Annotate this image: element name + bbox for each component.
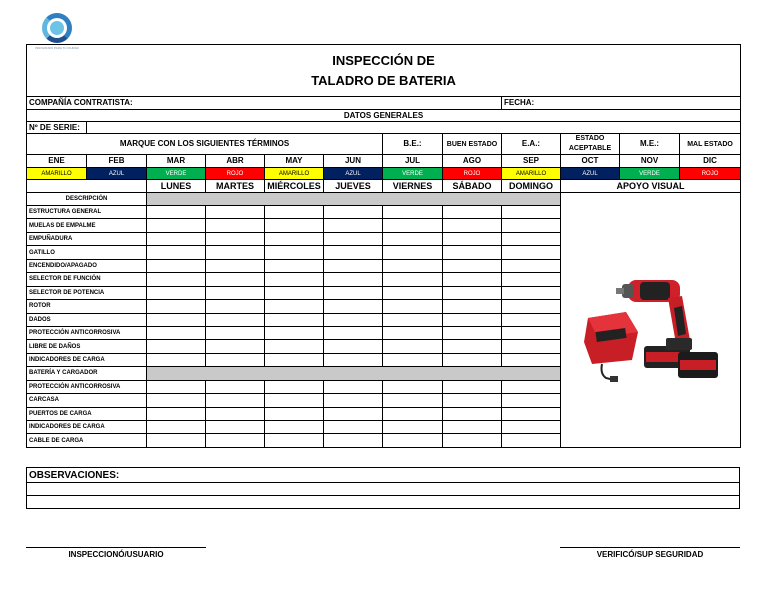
check-cell[interactable] [383, 259, 443, 272]
check-cell[interactable] [502, 300, 561, 313]
item-label: CABLE DE CARGA [27, 434, 147, 447]
check-cell[interactable] [443, 380, 502, 393]
supervisor-signature-line[interactable] [560, 547, 740, 548]
inspector-signature-label: INSPECCIONÓ/USUARIO [68, 550, 164, 559]
check-cell[interactable] [147, 326, 206, 339]
observations-line-1[interactable] [27, 483, 740, 496]
check-cell[interactable] [383, 421, 443, 434]
check-cell[interactable] [383, 273, 443, 286]
description-header-shade [147, 193, 561, 206]
month-abr: ABR [206, 155, 265, 168]
check-cell[interactable] [265, 232, 324, 245]
check-cell[interactable] [383, 206, 443, 219]
check-cell[interactable] [206, 300, 265, 313]
check-cell[interactable] [383, 246, 443, 259]
check-cell[interactable] [206, 407, 265, 420]
check-cell[interactable] [502, 340, 561, 353]
check-cell[interactable] [147, 394, 206, 407]
check-cell[interactable] [443, 353, 502, 366]
legend-meaning-me: MAL ESTADO [680, 134, 741, 155]
date-label: FECHA: [504, 98, 535, 107]
company-label: COMPAÑÍA CONTRATISTA: [29, 98, 133, 107]
check-cell[interactable] [324, 340, 383, 353]
impact-wrench-image [582, 268, 722, 386]
inspector-signature-line[interactable] [26, 547, 206, 548]
check-cell[interactable] [265, 273, 324, 286]
check-cell[interactable] [502, 394, 561, 407]
check-cell[interactable] [443, 286, 502, 299]
check-cell[interactable] [147, 232, 206, 245]
check-cell[interactable] [147, 313, 206, 326]
check-cell[interactable] [443, 326, 502, 339]
item-label: SELECTOR DE FUNCIÓN [27, 273, 147, 286]
check-cell[interactable] [324, 246, 383, 259]
check-cell[interactable] [324, 286, 383, 299]
check-cell[interactable] [265, 259, 324, 272]
check-cell[interactable] [383, 326, 443, 339]
item-label: MUELAS DE EMPALME [27, 219, 147, 232]
item-label: INDICADORES DE CARGA [27, 421, 147, 434]
month-color-jun: AZUL [324, 168, 383, 180]
observations-line-2[interactable] [27, 496, 740, 509]
check-cell[interactable] [443, 300, 502, 313]
check-cell[interactable] [206, 273, 265, 286]
check-cell[interactable] [265, 313, 324, 326]
month-ene: ENE [27, 155, 87, 168]
description-header: DESCRIPCIÓN [27, 193, 147, 206]
month-color-dic: ROJO [680, 168, 741, 180]
check-cell[interactable] [265, 206, 324, 219]
check-cell[interactable] [265, 286, 324, 299]
check-cell[interactable] [206, 313, 265, 326]
month-color-abr: ROJO [206, 168, 265, 180]
check-cell[interactable] [383, 232, 443, 245]
item-label: DADOS [27, 313, 147, 326]
item-label: GATILLO [27, 246, 147, 259]
legend-meaning-ea-line1: ESTADO [575, 135, 605, 142]
check-cell[interactable] [502, 326, 561, 339]
month-color-may: AMARILLO [265, 168, 324, 180]
check-cell[interactable] [265, 340, 324, 353]
item-label: SELECTOR DE POTENCIA [27, 286, 147, 299]
check-cell[interactable] [324, 407, 383, 420]
item-label: PROTECCIÓN ANTICORROSIVA [27, 326, 147, 339]
check-cell[interactable] [147, 246, 206, 259]
item-label: CARCASA [27, 394, 147, 407]
check-cell[interactable] [265, 300, 324, 313]
month-ago: AGO [443, 155, 502, 168]
check-cell[interactable] [206, 259, 265, 272]
legend-meaning-ea [561, 134, 620, 155]
day-header: MARTES [206, 180, 265, 193]
check-cell[interactable] [324, 300, 383, 313]
legend-code-me: M.E.: [620, 134, 680, 155]
check-cell[interactable] [324, 232, 383, 245]
check-cell[interactable] [147, 353, 206, 366]
check-cell[interactable] [265, 434, 324, 447]
check-cell[interactable] [502, 259, 561, 272]
check-cell[interactable] [383, 407, 443, 420]
month-nov: NOV [620, 155, 680, 168]
month-color-feb: AZUL [87, 168, 147, 180]
check-cell[interactable] [502, 219, 561, 232]
check-cell[interactable] [383, 219, 443, 232]
check-cell[interactable] [324, 421, 383, 434]
check-cell[interactable] [147, 340, 206, 353]
day-header: LUNES [147, 180, 206, 193]
item-label: LIBRE DE DAÑOS [27, 340, 147, 353]
item-label: ENCENDIDO/APAGADO [27, 259, 147, 272]
check-cell[interactable] [443, 407, 502, 420]
check-cell[interactable] [502, 421, 561, 434]
month-jul: JUL [383, 155, 443, 168]
item-label: ESTRUCTURA GENERAL [27, 206, 147, 219]
check-cell[interactable] [147, 421, 206, 434]
check-cell[interactable] [443, 421, 502, 434]
item-label: INDICADORES DE CARGA [27, 353, 147, 366]
check-cell[interactable] [502, 273, 561, 286]
logo-center-icon [50, 21, 64, 35]
mark-instructions: MARQUE CON LOS SIGUIENTES TÉRMINOS [27, 134, 383, 155]
check-cell[interactable] [206, 353, 265, 366]
check-cell[interactable] [265, 407, 324, 420]
item-label: PROTECCIÓN ANTICORROSIVA [27, 380, 147, 393]
check-cell[interactable] [324, 219, 383, 232]
supervisor-signature-label: VERIFICÓ/SUP SEGURIDAD [596, 550, 704, 559]
observations-table [26, 467, 740, 509]
day-header: VIERNES [383, 180, 443, 193]
check-cell[interactable] [502, 313, 561, 326]
serial-label: Nº DE SERIE: [27, 122, 87, 134]
battery-icon [644, 338, 718, 378]
check-cell[interactable] [324, 380, 383, 393]
month-oct: OCT [561, 155, 620, 168]
check-cell[interactable] [206, 434, 265, 447]
company-field[interactable] [27, 97, 502, 110]
check-cell[interactable] [206, 421, 265, 434]
check-cell[interactable] [443, 219, 502, 232]
month-may: MAY [265, 155, 324, 168]
check-cell[interactable] [443, 434, 502, 447]
check-cell[interactable] [147, 219, 206, 232]
day-header: DOMINGO [502, 180, 561, 193]
day-header: MIÉRCOLES [265, 180, 324, 193]
check-cell[interactable] [502, 246, 561, 259]
month-jun: JUN [324, 155, 383, 168]
month-color-ene: AMARILLO [27, 168, 87, 180]
check-cell[interactable] [383, 394, 443, 407]
check-cell[interactable] [206, 286, 265, 299]
check-cell[interactable] [443, 394, 502, 407]
check-cell[interactable] [502, 407, 561, 420]
check-cell[interactable] [206, 246, 265, 259]
check-cell[interactable] [265, 219, 324, 232]
check-cell[interactable] [147, 380, 206, 393]
check-cell[interactable] [383, 313, 443, 326]
section-shade [147, 367, 561, 380]
check-cell[interactable] [206, 326, 265, 339]
general-data-header: DATOS GENERALES [27, 110, 741, 122]
logo-tagline: INNOVANDO PARA TU CIUDAD [35, 46, 79, 50]
check-cell[interactable] [147, 300, 206, 313]
date-field[interactable] [502, 97, 741, 110]
month-feb: FEB [87, 155, 147, 168]
check-cell[interactable] [502, 286, 561, 299]
form-title-line2: TALADRO DE BATERIA [311, 72, 456, 88]
check-cell[interactable] [383, 286, 443, 299]
month-color-nov: VERDE [620, 168, 680, 180]
check-cell[interactable] [324, 326, 383, 339]
check-cell[interactable] [324, 394, 383, 407]
check-cell[interactable] [443, 206, 502, 219]
check-cell[interactable] [383, 380, 443, 393]
inspection-form-table [26, 44, 741, 448]
month-color-jul: VERDE [383, 168, 443, 180]
check-cell[interactable] [147, 259, 206, 272]
legend-meaning-ea-line2: ACEPTABLE [568, 145, 612, 152]
check-cell[interactable] [383, 434, 443, 447]
item-label: ROTOR [27, 300, 147, 313]
item-label: EMPUÑADURA [27, 232, 147, 245]
check-cell[interactable] [443, 259, 502, 272]
check-cell[interactable] [206, 206, 265, 219]
check-cell[interactable] [265, 326, 324, 339]
check-cell[interactable] [265, 246, 324, 259]
month-color-oct: AZUL [561, 168, 620, 180]
check-cell[interactable] [443, 273, 502, 286]
check-cell[interactable] [324, 313, 383, 326]
check-cell[interactable] [383, 300, 443, 313]
day-header: SÁBADO [443, 180, 502, 193]
legend-meaning-be: BUEN ESTADO [443, 134, 502, 155]
check-cell[interactable] [265, 421, 324, 434]
check-cell[interactable] [324, 273, 383, 286]
check-cell[interactable] [147, 434, 206, 447]
serial-number-field[interactable] [87, 122, 741, 134]
check-cell[interactable] [324, 206, 383, 219]
month-color-mar: VERDE [147, 168, 206, 180]
legend-code-ea: E.A.: [502, 134, 561, 155]
check-cell[interactable] [206, 232, 265, 245]
check-cell[interactable] [206, 380, 265, 393]
check-cell[interactable] [443, 232, 502, 245]
check-cell[interactable] [206, 394, 265, 407]
check-cell[interactable] [147, 273, 206, 286]
legend-code-be: B.E.: [383, 134, 443, 155]
check-cell[interactable] [147, 206, 206, 219]
check-cell[interactable] [324, 259, 383, 272]
check-cell[interactable] [502, 353, 561, 366]
check-cell[interactable] [265, 380, 324, 393]
day-header-blank [27, 180, 147, 193]
check-cell[interactable] [147, 286, 206, 299]
form-title-line1: INSPECCIÓN DE [332, 52, 435, 68]
check-cell[interactable] [502, 380, 561, 393]
check-cell[interactable] [265, 353, 324, 366]
month-dic: DIC [680, 155, 741, 168]
month-sep: SEP [502, 155, 561, 168]
check-cell[interactable] [502, 232, 561, 245]
check-cell[interactable] [265, 394, 324, 407]
check-cell[interactable] [383, 353, 443, 366]
check-cell[interactable] [443, 340, 502, 353]
day-header: JUEVES [324, 180, 383, 193]
check-cell[interactable] [206, 340, 265, 353]
check-cell[interactable] [147, 407, 206, 420]
item-label: BATERÍA Y CARGADOR [27, 367, 147, 380]
check-cell[interactable] [206, 219, 265, 232]
month-color-sep: AMARILLO [502, 168, 561, 180]
check-cell[interactable] [443, 313, 502, 326]
check-cell[interactable] [324, 434, 383, 447]
check-cell[interactable] [443, 246, 502, 259]
month-mar: MAR [147, 155, 206, 168]
check-cell[interactable] [383, 340, 443, 353]
item-label: PUERTOS DE CARGA [27, 407, 147, 420]
check-cell[interactable] [502, 206, 561, 219]
form-title [27, 45, 741, 97]
observations-label: OBSERVACIONES: [27, 468, 740, 483]
month-color-ago: ROJO [443, 168, 502, 180]
visual-support-header: APOYO VISUAL [561, 180, 741, 193]
check-cell[interactable] [502, 434, 561, 447]
charger-icon [584, 312, 638, 382]
check-cell[interactable] [324, 353, 383, 366]
